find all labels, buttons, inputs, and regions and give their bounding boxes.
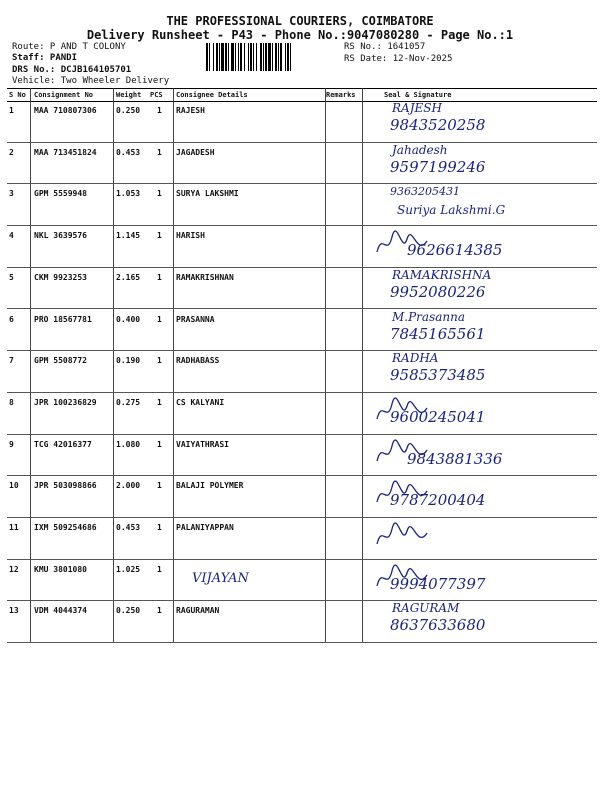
consignment-cell: GPM 5508772 [34, 356, 87, 366]
weight-cell: 1.080 [116, 439, 141, 449]
weight-cell: 2.000 [116, 481, 141, 491]
table-row [7, 267, 597, 310]
table-row [7, 142, 597, 185]
consignee-cell: RAJESH [176, 106, 205, 115]
pcs-cell: 1 [157, 147, 162, 157]
weight-cell: 0.275 [116, 397, 141, 407]
pcs-cell: 1 [157, 523, 162, 532]
signature-phone: 9585373485 [390, 366, 486, 385]
table-row [7, 517, 597, 560]
consignee-cell: BALAJI POLYMER [176, 481, 244, 491]
signature-name: Suriya Lakshmi.G [397, 203, 506, 218]
signature-name: RAMAKRISHNA [392, 267, 492, 282]
pcs-cell: 1 [157, 314, 162, 324]
table-row [7, 350, 597, 393]
consignee-cell: RADHABASS [176, 356, 220, 366]
signature-name: RAJESH [392, 101, 442, 115]
runsheet-subtitle: Delivery Runsheet - P43 - Phone No.:9047080280 - Page No.:1 [86, 28, 514, 42]
signature-name: RAGURAM [392, 601, 460, 616]
signature-scribble [372, 519, 432, 555]
consignment-cell: TCG 42016377 [34, 439, 92, 449]
sno-cell: 12 [9, 564, 19, 574]
weight-cell: 0.190 [116, 356, 141, 366]
sno-cell: 8 [9, 397, 14, 407]
runsheet-table [7, 88, 597, 634]
signature-name: M.Prasanna [392, 309, 465, 324]
weight-cell: 0.400 [116, 314, 141, 324]
pcs-cell: 1 [157, 439, 162, 449]
signature-name: RADHA [392, 351, 439, 366]
consignee-cell: CS KALYANI [176, 397, 225, 407]
signature-phone: 8637633680 [390, 616, 486, 635]
consignment-cell: GPM 5559948 [34, 189, 87, 199]
drs-number: DRS No.: DCJB164105701 [12, 65, 132, 75]
sno-cell: 4 [9, 231, 14, 241]
weight-cell: 1.145 [116, 231, 141, 241]
handwritten-remark: VIJAYAN [192, 570, 249, 586]
table-row [7, 183, 597, 226]
rs-number: RS No.: 1641057 [344, 42, 426, 52]
consignee-cell: HARISH [176, 231, 205, 241]
consignment-cell: IXM 509254686 [34, 523, 97, 532]
table-row [7, 225, 597, 268]
consignment-cell: NKL 3639576 [34, 231, 87, 241]
sno-cell: 9 [9, 439, 14, 449]
signature-phone: 9626614385 [407, 241, 503, 260]
barcode-bar [291, 43, 293, 71]
consignment-cell: VDM 4044374 [34, 606, 87, 616]
weight-cell: 0.250 [116, 106, 141, 115]
consignment-cell: CKM 9923253 [34, 272, 87, 282]
col-pcs: PCS [150, 91, 163, 99]
weight-cell: 0.453 [116, 523, 141, 532]
pcs-cell: 1 [157, 564, 162, 574]
col-sno: S No [9, 91, 26, 99]
weight-cell: 1.053 [116, 189, 141, 199]
weight-cell: 1.025 [116, 564, 141, 574]
signature-phone: 9600245041 [390, 407, 486, 426]
col-consignment: Consignment No [34, 91, 94, 99]
signature-phone: 9787200404 [390, 491, 486, 510]
signature-phone: 9843881336 [407, 449, 503, 468]
route-info: Route: P AND T COLONY [12, 42, 126, 52]
sno-cell: 2 [9, 147, 14, 157]
col-seal-signature: Seal & Signature [384, 91, 452, 99]
pcs-cell: 1 [157, 606, 162, 616]
signature-name: Jahadesh [392, 142, 448, 157]
consignee-cell: PRASANNA [176, 314, 215, 324]
rs-date: RS Date: 12-Nov-2025 [344, 54, 453, 64]
signature-scribble [372, 227, 432, 263]
consignment-cell: KMU 3801080 [34, 564, 87, 574]
consignee-cell: VAIYATHRASI [176, 439, 229, 449]
table-row [7, 100, 597, 143]
sno-cell: 6 [9, 314, 14, 324]
weight-cell: 2.165 [116, 272, 141, 282]
signature-phone: 9843520258 [390, 116, 486, 134]
col-consignee: Consignee Details [176, 91, 248, 99]
company-title: THE PROFESSIONAL COURIERS, COIMBATORE [166, 14, 434, 28]
signature-scribble [372, 394, 432, 430]
table-row [7, 434, 597, 477]
pcs-cell: 1 [157, 481, 162, 491]
pcs-cell: 1 [157, 397, 162, 407]
consignee-cell: JAGADESH [176, 147, 215, 157]
barcode [206, 43, 338, 71]
table-row [7, 559, 597, 602]
sno-cell: 10 [9, 481, 19, 491]
weight-cell: 0.453 [116, 147, 141, 157]
consignee-cell: RAMAKRISHNAN [176, 272, 234, 282]
signature-phone: 7845165561 [390, 324, 486, 343]
table-row [7, 309, 597, 352]
consignee-cell: SURYA LAKSHMI [176, 189, 239, 199]
signature-scribble [372, 436, 432, 472]
sno-cell: 1 [9, 106, 14, 115]
pcs-cell: 1 [157, 231, 162, 241]
col-weight: Weight [116, 91, 142, 99]
col-remarks: Remarks [326, 91, 356, 99]
signature-phone: 9994077397 [390, 574, 486, 593]
signature-phone: 9363205431 [390, 185, 460, 199]
consignment-cell: JPR 100236829 [34, 397, 97, 407]
signature-phone: 9597199246 [390, 157, 486, 176]
sno-cell: 13 [9, 606, 19, 616]
pcs-cell: 1 [157, 272, 162, 282]
pcs-cell: 1 [157, 106, 162, 115]
staff-info: Staff: PANDI [12, 53, 78, 63]
signature-scribble [372, 561, 432, 597]
sno-cell: 3 [9, 189, 14, 199]
consignee-cell: RAGURAMAN [176, 606, 220, 616]
pcs-cell: 1 [157, 356, 162, 366]
consignment-cell: JPR 503098866 [34, 481, 97, 491]
table-row [7, 392, 597, 435]
consignment-cell: PRO 18567781 [34, 314, 92, 324]
table-row [7, 600, 597, 643]
weight-cell: 0.250 [116, 606, 141, 616]
consignee-cell: PALANIYAPPAN [176, 523, 234, 532]
table-row [7, 475, 597, 518]
sno-cell: 7 [9, 356, 14, 366]
sno-cell: 11 [9, 523, 19, 532]
consignment-cell: MAA 710807306 [34, 106, 97, 115]
vehicle-info: Vehicle: Two Wheeler Delivery [12, 76, 170, 86]
pcs-cell: 1 [157, 189, 162, 199]
sno-cell: 5 [9, 272, 14, 282]
signature-phone: 9952080226 [390, 282, 486, 301]
consignment-cell: MAA 713451824 [34, 147, 97, 157]
signature-scribble [372, 477, 432, 513]
